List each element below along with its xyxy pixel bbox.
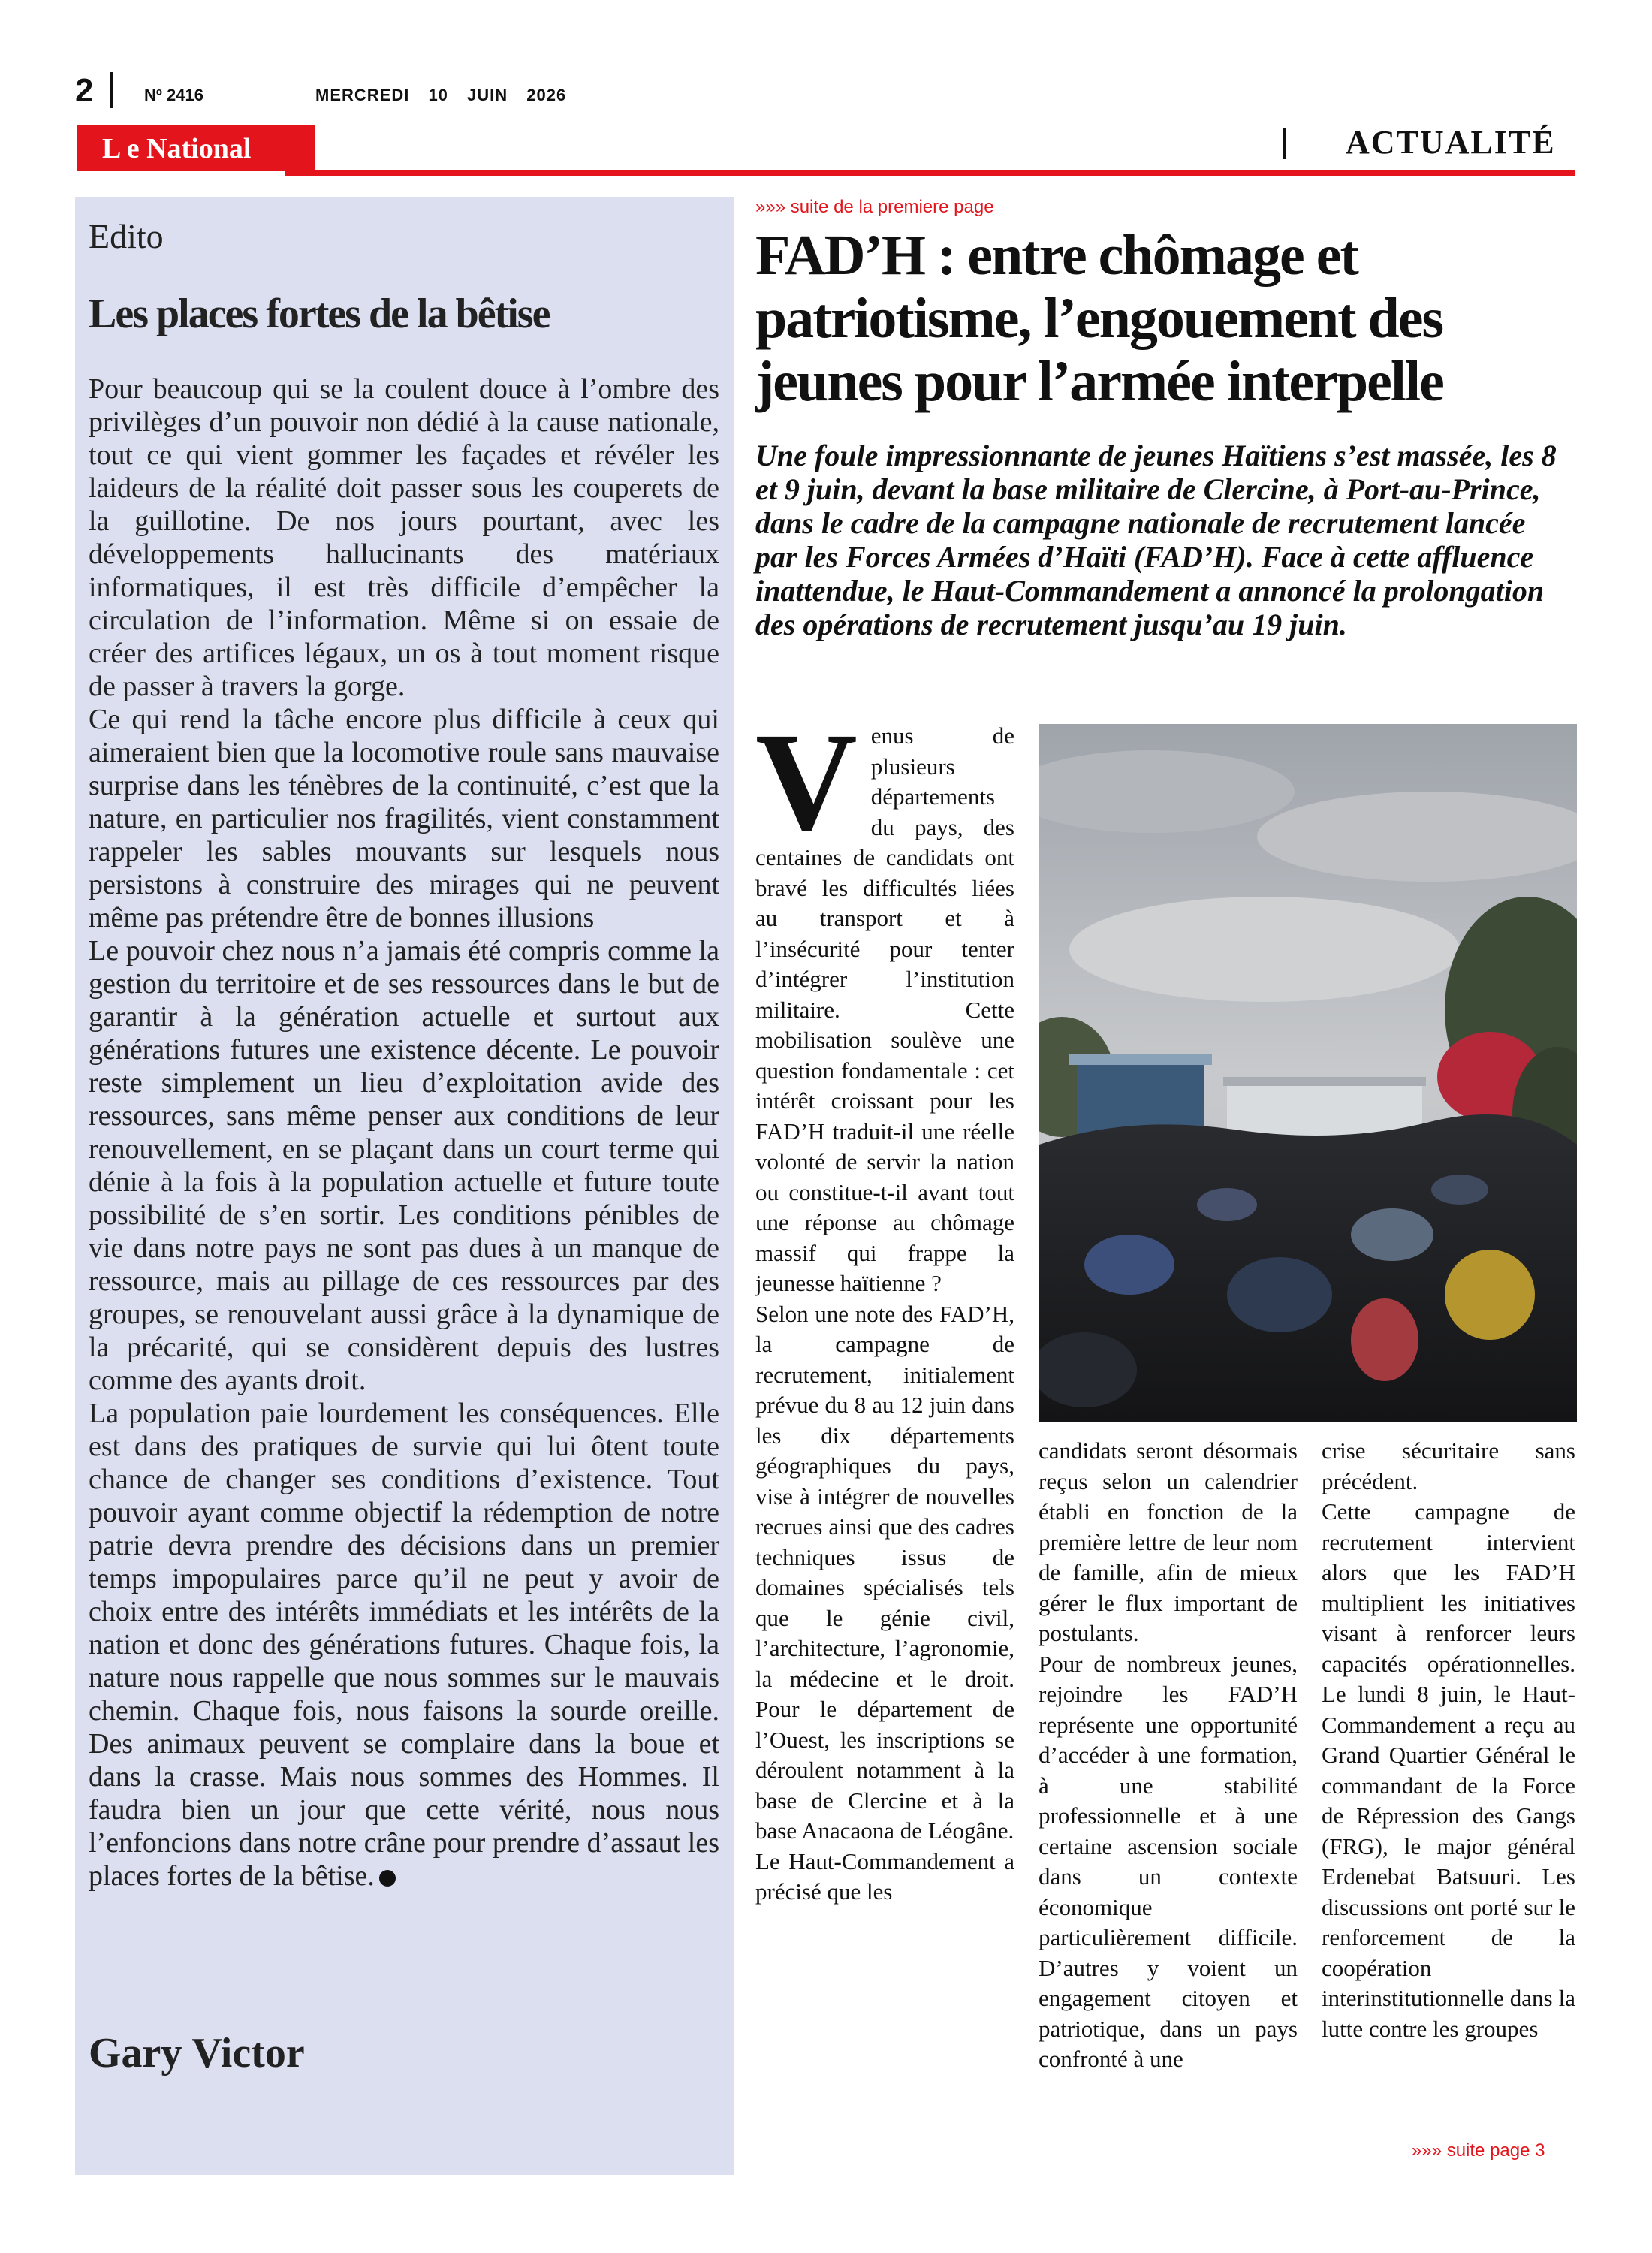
- continued-to-link[interactable]: »»» suite page 3: [1412, 2140, 1545, 2161]
- article-standfirst: Une foule impressionnante de jeunes Haïtiens s’est massée, les 8 et 9 juin, devant la base militaire de Clercine, à Port-au-Prince, dans le cadre de la campagne nationale de recrutement lancée par les Forces Armées d’Haïti (FAD’H). Face à cette affluence inattendue, le Haut-Commandement a annoncé la prolongation des opérations de recrutement jusqu’au 19 juin.: [755, 439, 1557, 641]
- edito-paragraph: Le pouvoir chez nous n’a jamais été compris comme la gestion du territoire et de ses ressources dans le but de garantir à la génération actuelle et surtout aux générations futures une existence décente. Le pouvoir reste simplement un lieu d’exploitation avide des ressources, sans même penser aux conditions de leur renouvellement, en se plaçant dans un court terme qui dénie à la fois à la population actuelle et future toute possibilité de s’en sortir. Les conditions pénibles de vie dans notre pays ne sont pas dues à un manque de ressource, mais au pillage de ces ressources par des groupes, se renouvelant aussi grâce à la dynamique de la précarité, qui se considèrent depuis des lustres comme des ayants droit.: [89, 935, 719, 1396]
- edito-paragraph-text: La population paie lourdement les conséquences. Elle est dans des pratiques de survie qui lui ôtent toute chance de changer ses conditions d’existence. Tout pouvoir ayant comme objectif la rédemption de notre patrie devra prendre des décisions dans un premier temps impopulaires parce qu’il ne peut y avoir de choix entre des intérêts immédiats et les intérêts de la nation et donc des générations futures. Chaque fois, la nature nous rappelle que nous sommes sur le mauvais chemin. Chaque fois, nous faisons la sourde oreille. Des animaux peuvent se complaire dans la boue et dans la crasse. Mais nous sommes des Hommes. Il faudra bien un jour que cette vérité, nous nous l’enfoncions dans notre crâne pour prendre d’assaut les places fortes de la bêtise.: [89, 1398, 719, 1892]
- edito-paragraph: Pour beaucoup qui se la coulent douce à l’ombre des privilèges d’un pouvoir non dédié à la cause nationale, tout ce qui vient gommer les façades et révéler les laideurs de la réalité doit passer sous les couperets de la guillotine. De nos jours pourtant, avec les développements hallucinants des matériaux informatiques, il est très difficile d’empêcher la circulation de l’information. Même si on essaie de créer des artifices légaux, un os à tout moment risque de passer à travers la gorge.: [89, 373, 719, 702]
- section-divider: [1283, 128, 1286, 159]
- masthead-brand: L e National: [102, 133, 252, 164]
- drop-cap: V: [755, 703, 858, 860]
- continued-from-label: »»» suite de la premiere page: [755, 197, 994, 217]
- edito-title: Les places fortes de la bêtise: [89, 291, 550, 337]
- article-column-3: [1322, 1436, 1575, 2044]
- end-of-article-icon: [379, 1870, 396, 1887]
- page-number-divider: [110, 72, 113, 108]
- article-paragraph: candidats seront désormais reçus selon un calendrier établi en fonction de la première lettre de leur nom de famille, afin de mieux gérer le flux important de postulants.: [1039, 1437, 1298, 1646]
- header-rule: [285, 170, 1575, 176]
- article-paragraph: enus de plusieurs départements du pays, des centaines de candidats ont bravé les difficultés liées au transport et à l’insécurité pour tenter d’intégrer l’institution militaire. Cette mobilisation soulève une question fondamentale : cet intérêt croissant pour les FAD’H traduit-il une réelle volonté de servir la nation ou constitue-t-il avant tout une réponse au chômage massif qui frappe la jeunesse haïtienne ?: [755, 722, 1014, 1296]
- article-paragraph: Pour de nombreux jeunes, rejoindre les FAD’H représente une opportunité d’accéder à une formation, à une stabilité professionnelle et à une certaine ascension sociale dans un contexte économique particulièrement difficile. D’autres y voient un engagement citoyen et patriotique, dans un pays confronté à une: [1039, 1650, 1298, 2072]
- article-column-1: [755, 703, 1014, 1908]
- article-column-2: [1039, 1436, 1298, 2075]
- edito-kicker: Edito: [89, 217, 164, 255]
- edito-paragraph: Ce qui rend la tâche encore plus difficile à ceux qui aimeraient bien que la locomotive roule sans mauvaise surprise dans les ténèbres de la continuité, c’est que la nature, en particulier nos fragilités, vient constamment rappeler les sables mouvants sur lesquels nous persistons à construire des mirages qui ne peuvent même pas prétendre être de bonnes illusions: [89, 704, 719, 933]
- crowd-photo: [1039, 724, 1577, 1422]
- publication-date: MERCREDI 10 JUIN 2026: [315, 86, 567, 104]
- issue-number: Nº 2416: [144, 86, 203, 104]
- page-number: 2: [75, 72, 94, 109]
- edito-author: Gary Victor: [89, 2030, 305, 2077]
- article-paragraph: crise sécuritaire sans précédent.: [1322, 1437, 1575, 1494]
- article-paragraph: Le Haut-Commandement a précisé que les: [755, 1847, 1014, 1905]
- article-paragraph: Selon une note des FAD’H, la campagne de recrutement, initialement prévue du 8 au 12 juin dans les dix départements géographiques du pays, vise à intégrer de nouvelles recrues ainsi que des cadres techniques issus de domaines spécialisés tels que le génie civil, l’architecture, l’agronomie, la médecine et le droit. Pour le département de l’Ouest, les inscriptions se déroulent notamment à la base de Clercine et à la base Anacaona de Léogâne.: [755, 1300, 1014, 1844]
- article-headline: FAD’H : entre chômage et patriotisme, l’engouement des jeunes pour l’armée interpelle: [755, 224, 1443, 413]
- edito-body: [89, 372, 719, 1893]
- section-label: ACTUALITÉ: [1346, 124, 1556, 161]
- edito-paragraph: [89, 1397, 719, 1893]
- article-paragraph: Cette campagne de recrutement intervient alors que les FAD’H multiplient les initiatives visant à renforcer leurs capacités opérationnelles. Le lundi 8 juin, le Haut-Commandement a reçu au Grand Quartier Général le commandant de la Force de Répression des Gangs (FRG), le major général Erdenebat Batsuuri. Les discussions ont porté sur le renforcement de la coopération interinstitutionnelle dans la lutte contre les groupes: [1322, 1498, 1575, 2042]
